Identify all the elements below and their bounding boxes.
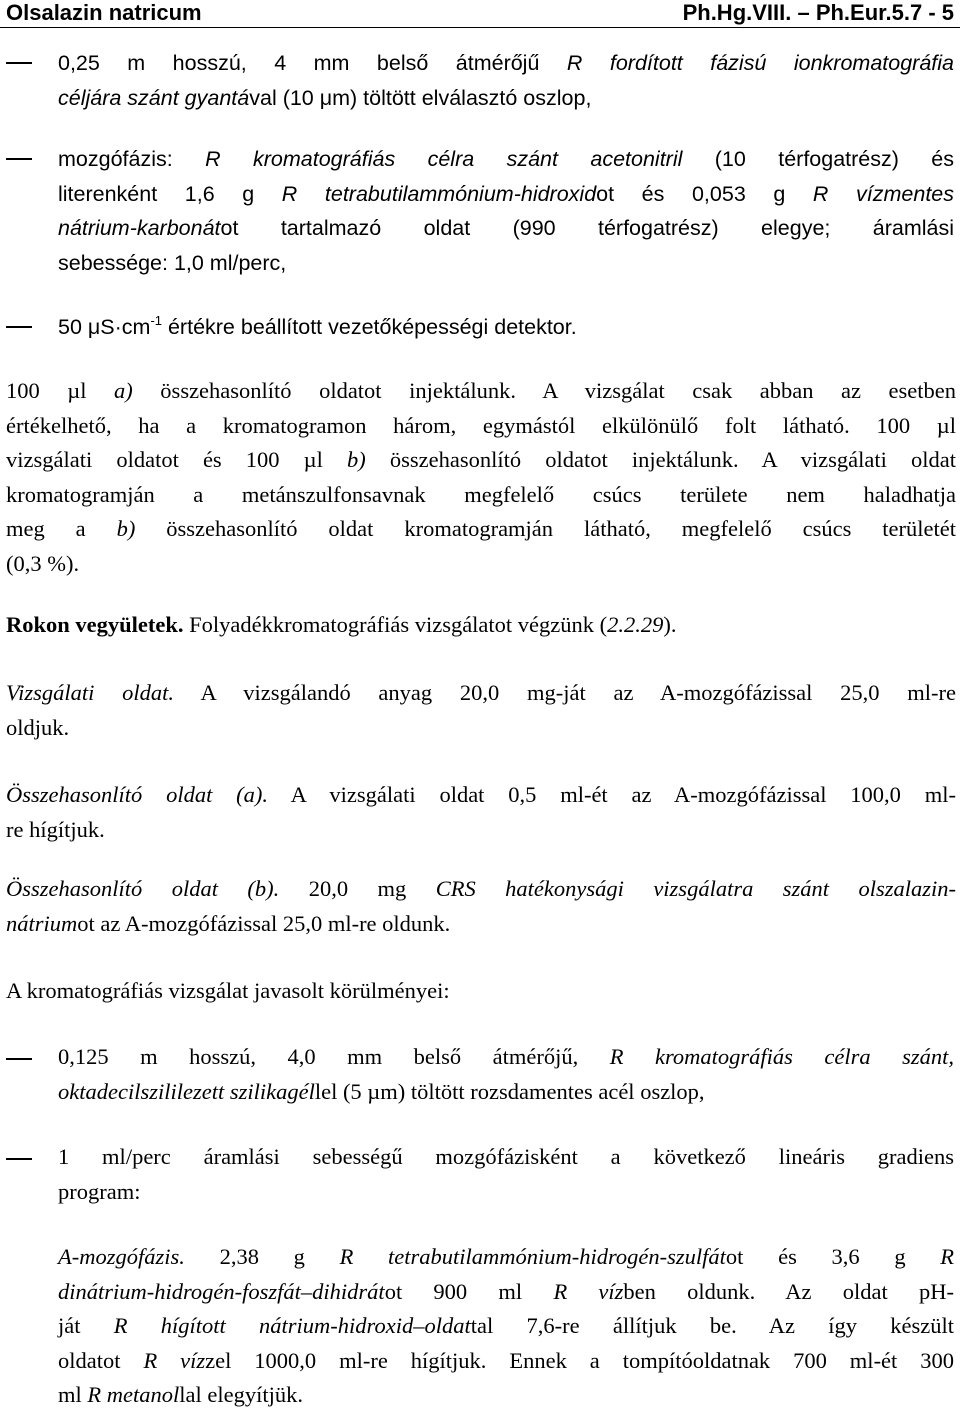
italic-run: R vízmentes (812, 181, 955, 206)
italic-run: R (940, 1244, 955, 1269)
italic-run: R hígított nátrium-hidroxid–oldat (113, 1313, 471, 1338)
text-line (58, 1378, 954, 1413)
text-run: re hígítjuk. (6, 816, 105, 842)
italic-run: oktadecilszililezett szilikagél (58, 1078, 315, 1104)
text-line (58, 1344, 954, 1379)
italic-run: nátrium (6, 910, 78, 936)
text-line (6, 907, 956, 942)
text-line (58, 177, 954, 212)
text-run: ben oldunk. Az oldat pH- (623, 1278, 954, 1304)
text-line (6, 974, 956, 1009)
reference-solution-b-paragraph (6, 872, 956, 941)
italic-run: b) (116, 516, 136, 541)
header-rule (0, 27, 960, 28)
text-run: 1 ml/perc áramlási sebességű mozgófázisként a következő lineáris gradiens (58, 1144, 954, 1169)
text-run: ot tartalmazó oldat (990 térfogatrész) elegye; áramlási (220, 216, 954, 240)
text-run: ot az A-mozgófázissal 25,0 ml-re oldunk. (77, 910, 451, 936)
text-line (58, 46, 954, 81)
text-run: összehasonlító oldatot injektálunk. A vizsgálati oldat (365, 447, 956, 472)
italic-run: Összehasonlító oldat (b). (6, 876, 280, 901)
text-line (58, 1309, 954, 1344)
text-line (6, 813, 956, 848)
related-substances-heading (6, 608, 956, 643)
italic-run: R kromatográfiás célra szánt acetonitril (205, 147, 683, 171)
text-run: kromatogramján a metánszulfonsavnak megfelelő csúcs területe nem haladhatja (6, 481, 956, 507)
mobile-phase-a-paragraph (58, 1240, 954, 1413)
text-line (6, 872, 956, 907)
text-line (6, 676, 956, 711)
text-run: 2,38 g (184, 1244, 340, 1269)
text-line (58, 1175, 954, 1210)
text-line (58, 1040, 954, 1075)
text-run: értékelhető, ha a kromatogramon három, egymástól elkülönülő folt látható. 100 µl (6, 412, 956, 438)
text-run: ). (663, 612, 677, 637)
text-run: lal elegyítjük. (179, 1382, 303, 1407)
text-run: ml (58, 1382, 88, 1407)
condition-column-2 (58, 1040, 954, 1109)
text-line (6, 478, 956, 513)
superscript: -1 (150, 313, 162, 328)
italic-run: CRS hatékonysági vizsgálatra szánt olszalazin- (435, 876, 956, 901)
text-line (58, 1075, 954, 1110)
italic-run: 2.2.29 (607, 612, 664, 637)
text-line (58, 310, 954, 345)
text-line (58, 246, 954, 281)
text-run: vizsgálati oldatot és 100 µl (6, 447, 347, 472)
text-run: (10 térfogatrész) és (682, 147, 955, 171)
injection-paragraph (6, 374, 956, 581)
text-line (6, 409, 956, 444)
italic-run: R tetrabutilammónium-hidroxid (281, 181, 597, 206)
text-line (6, 608, 956, 643)
italic-run: R víz (553, 1278, 624, 1304)
monograph-title: Olsalazin natricum (6, 0, 202, 25)
text-run: oldjuk. (6, 714, 70, 740)
text-run: lel (5 µm) töltött rozsdamentes acél oszlop, (314, 1078, 705, 1104)
list-dash (6, 1158, 32, 1160)
text-run: ot és 0,053 g (596, 181, 813, 206)
text-line (6, 547, 956, 582)
italic-run: R tetrabutilammónium-hidrogén-szulfát (339, 1244, 726, 1269)
text-run: értékre beállított vezetőképességi detektor. (162, 315, 577, 339)
italic-run: Összehasonlító oldat (a). (6, 782, 269, 807)
text-run: 50 μS·cm (58, 315, 151, 339)
text-run: mozgófázis: (58, 147, 206, 171)
text-run: tal 7,6-re állítjuk be. Az így készült (470, 1313, 954, 1338)
text-line (58, 1240, 954, 1275)
text-run: 20,0 mg (279, 876, 436, 901)
italic-run: nátrium-karbonát (58, 216, 221, 240)
text-line (58, 211, 954, 246)
text-run: oldatot (58, 1347, 144, 1373)
text-run: 100 µl (6, 378, 115, 403)
bold-run: Rokon vegyületek. (6, 612, 184, 637)
italic-run: R kromatográfiás célra szánt, (609, 1044, 954, 1069)
text-run: ot és 3,6 g (725, 1244, 941, 1269)
text-run: meg a (6, 516, 117, 541)
text-run: val (10 μm) töltött elválasztó oszlop, (249, 85, 592, 110)
text-run: A kromatográfiás vizsgálat javasolt körülményei: (6, 978, 450, 1003)
text-run: (0,3 %). (6, 550, 80, 576)
italic-run: R fordított fázisú ionkromatográfia (566, 51, 954, 75)
condition-gradient (58, 1140, 954, 1209)
text-line (58, 1140, 954, 1175)
text-run: A vizsgálandó anyag 20,0 mg-ját az A-mozgófázissal 25,0 ml-re (173, 680, 957, 705)
text-run: 0,125 m hosszú, 4,0 mm belső átmérőjű, (58, 1044, 610, 1069)
italic-run: dinátrium-hidrogén-foszfát–dihidrát (58, 1278, 385, 1304)
text-run: sebessége: 1,0 ml/perc, (58, 250, 287, 275)
test-solution-paragraph (6, 676, 956, 745)
text-run: A vizsgálati oldat 0,5 ml-ét az A-mozgófázissal 100,0 ml- (268, 782, 956, 807)
conditions-intro (6, 974, 956, 1009)
list-dash (6, 1058, 32, 1060)
text-run: program: (58, 1178, 141, 1204)
text-line (6, 778, 956, 813)
text-line (6, 711, 956, 746)
text-run: 0,25 m hosszú, 4 mm belső átmérőjű (58, 51, 567, 75)
text-run: zel 1000,0 ml-re hígítjuk. Ennek a tompítóoldatnak 700 ml-ét 300 (205, 1347, 954, 1373)
list-dash (6, 62, 32, 64)
text-run: összehasonlító oldat kromatogramján látható, megfelelő csúcs területét (135, 516, 957, 541)
condition-detector (58, 310, 954, 345)
text-line (6, 512, 956, 547)
italic-run: R víz (143, 1347, 206, 1373)
italic-run: a) (114, 378, 133, 403)
text-line (58, 1275, 954, 1310)
text-run: literenként 1,6 g (58, 181, 282, 206)
italic-run: céljára szánt gyantá (58, 85, 250, 110)
text-run: ját (58, 1313, 114, 1338)
italic-run: R metanol (87, 1382, 180, 1407)
italic-run: A-mozgófázis. (58, 1244, 185, 1269)
list-dash (6, 326, 32, 328)
text-run: ot 900 ml (384, 1278, 554, 1304)
italic-run: b) (347, 447, 366, 472)
page-header (0, 0, 960, 28)
text-run: összehasonlító oldatot injektálunk. A vizsgálat csak abban az esetben (132, 378, 957, 403)
text-line (6, 443, 956, 478)
pharmacopoeia-reference: Ph.Hg.VIII. – Ph.Eur.5.7 - 5 (682, 0, 954, 25)
text-line (58, 142, 954, 177)
reference-solution-a-paragraph (6, 778, 956, 847)
list-dash (6, 158, 32, 160)
text-line (6, 374, 956, 409)
italic-run: Vizsgálati oldat. (6, 680, 174, 705)
condition-mobile-phase (58, 142, 954, 280)
condition-column (58, 46, 954, 115)
text-run: Folyadékkromatográfiás vizsgálatot végzünk ( (183, 612, 608, 637)
text-line (58, 81, 954, 116)
